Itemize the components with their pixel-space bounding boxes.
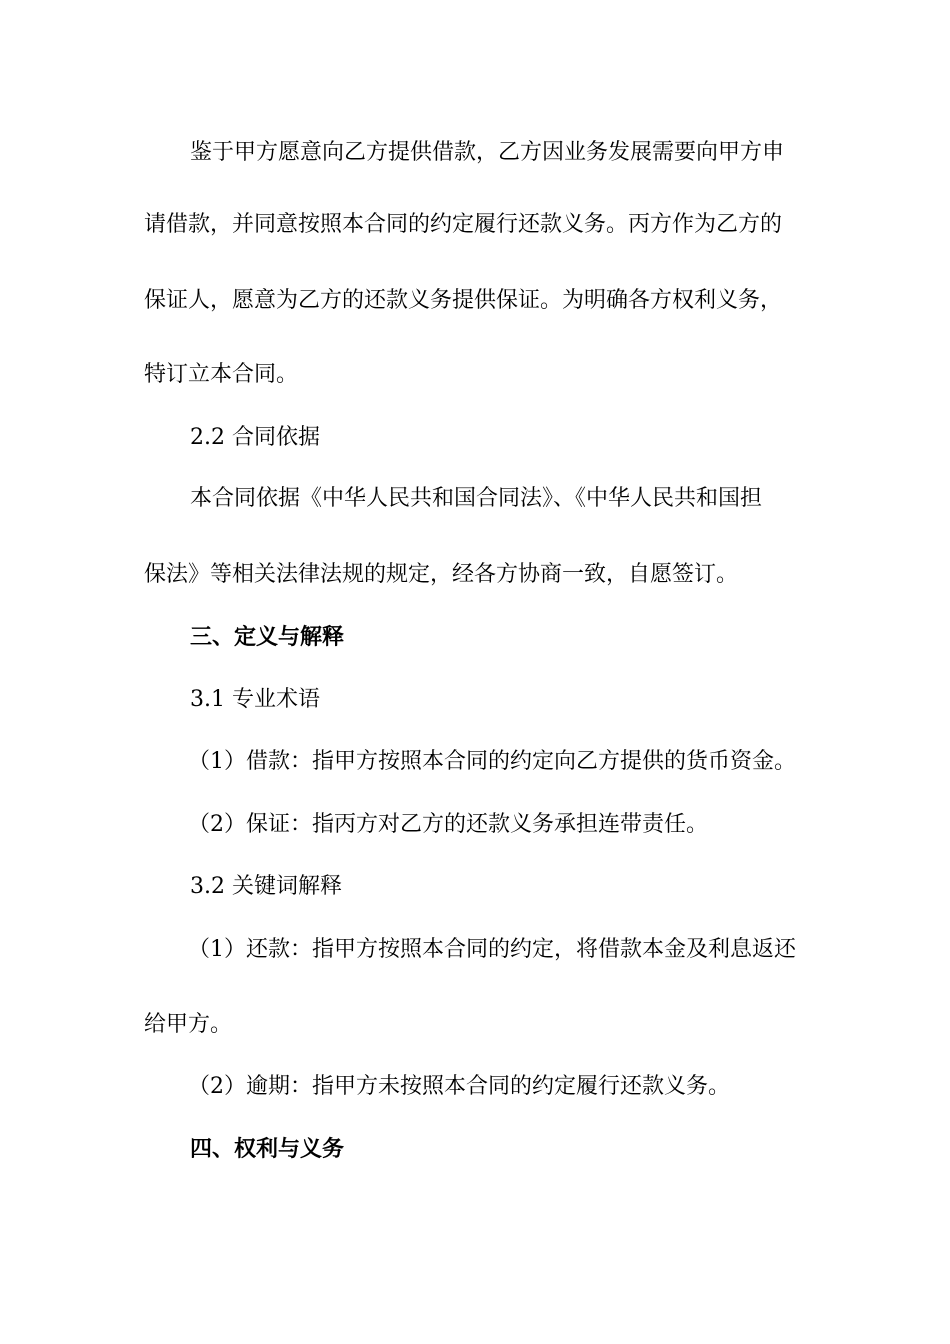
paragraph-preamble-line-2: 请借款，并同意按照本合同的约定履行还款义务。丙方作为乙方的 xyxy=(144,212,783,237)
subsection-heading-3-1: 3.1 专业术语 xyxy=(190,687,320,712)
definition-item-loan: （1）借款：指甲方按照本合同的约定向乙方提供的货币资金。 xyxy=(188,749,796,774)
definition-item-repayment-line-1: （1）还款：指甲方按照本合同的约定，将借款本金及利息返还 xyxy=(188,937,796,962)
definition-item-repayment-line-2: 给甲方。 xyxy=(144,1012,233,1037)
definition-item-guarantee: （2）保证：指丙方对乙方的还款义务承担连带责任。 xyxy=(188,812,708,837)
section-heading-4: 四、权利与义务 xyxy=(190,1136,345,1162)
section-heading-3: 三、定义与解释 xyxy=(190,624,345,650)
paragraph-preamble-line-4: 特订立本合同。 xyxy=(144,362,299,387)
subsection-heading-3-2: 3.2 关键词解释 xyxy=(190,874,342,899)
subsection-heading-2-2: 2.2 合同依据 xyxy=(190,425,320,450)
paragraph-preamble-line-3: 保证人，愿意为乙方的还款义务提供保证。为明确各方权利义务， xyxy=(144,288,783,313)
paragraph-basis-line-1: 本合同依据《中华人民共和国合同法》、《中华人民共和国担 xyxy=(190,486,763,511)
paragraph-basis-line-2: 保法》等相关法律法规的规定，经各方协商一致，自愿签订。 xyxy=(144,562,739,587)
definition-item-overdue: （2）逾期：指甲方未按照本合同的约定履行还款义务。 xyxy=(188,1074,730,1099)
paragraph-preamble-line-1: 鉴于甲方愿意向乙方提供借款，乙方因业务发展需要向甲方申 xyxy=(190,140,785,165)
